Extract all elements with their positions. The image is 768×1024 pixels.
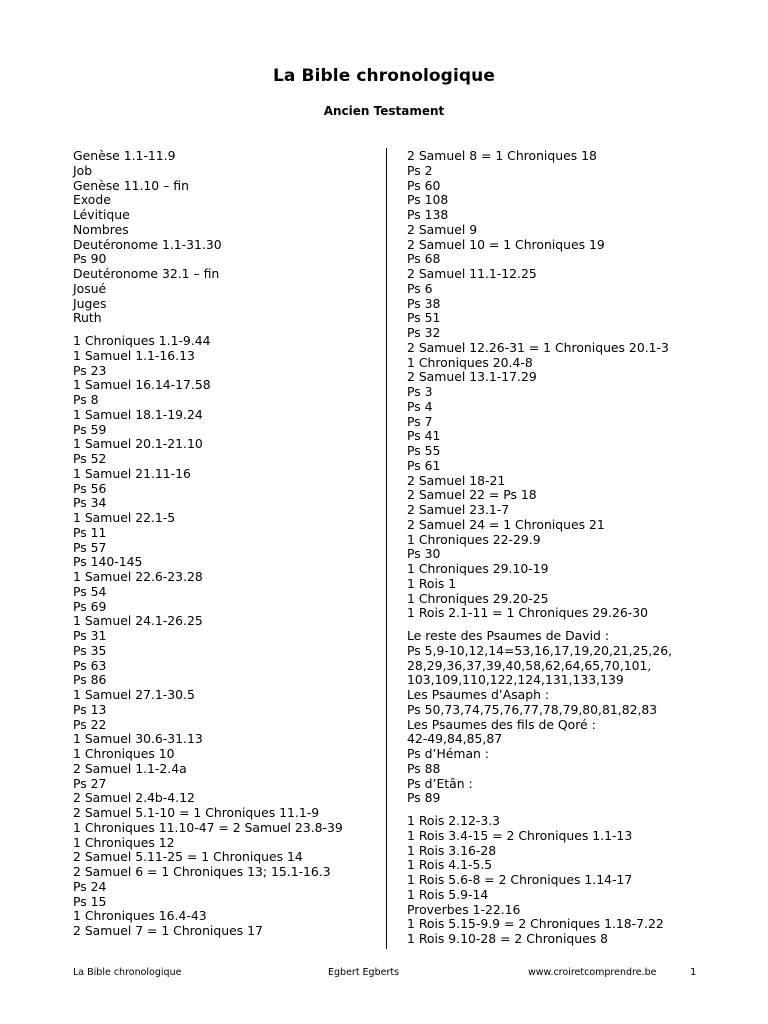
reading-entry: 1 Rois 2.1-11 = 1 Chroniques 29.26-30	[407, 605, 648, 621]
reading-entry: 1 Rois 4.1-5.5	[407, 857, 493, 873]
reading-entry: Ps 24	[73, 878, 107, 894]
reading-entry: 1 Samuel 18.1-19.24	[73, 406, 203, 422]
reading-entry: 1 Samuel 1.1-16.13	[73, 347, 195, 363]
reading-entry: Ps d’Etân :	[407, 775, 473, 791]
reading-entry: Ps 55	[407, 443, 441, 458]
reading-entry: Ps 89	[407, 790, 441, 806]
page-subtitle: Ancien Testament	[323, 104, 445, 118]
reading-entry: Job	[73, 162, 93, 178]
reading-entry: Ps 140-145	[73, 554, 143, 570]
reading-entry: 1 Samuel 16.14-17.58	[73, 377, 211, 393]
reading-entry: Le reste des Psaumes de David :	[407, 628, 610, 643]
reading-entry: Ps 50,73,74,75,76,77,78,79,80,81,82,83	[407, 701, 658, 717]
reading-entry: Ruth	[73, 310, 102, 326]
reading-entry: Lévitique	[73, 207, 130, 222]
footer-author: Egbert Egberts	[328, 967, 400, 978]
reading-entry: Genèse 11.10 – fin	[73, 177, 189, 193]
reading-entry: Ps 61	[407, 457, 441, 473]
reading-entry: Ps 31	[73, 628, 107, 643]
reading-entry: Ps 27	[73, 775, 107, 791]
reading-entry: 1 Rois 2.12-3.3	[407, 813, 501, 828]
reading-entry: Ps 2	[407, 162, 433, 178]
reading-entry: 1 Chroniques 16.4-43	[73, 908, 207, 924]
reading-entry: Ps 56	[73, 480, 107, 496]
reading-entry: 1 Samuel 22.6-23.28	[73, 569, 203, 584]
reading-entry: Ps 52	[73, 451, 107, 466]
reading-entry: Ps 15	[73, 893, 107, 909]
reading-entry: Ps 30	[407, 546, 441, 562]
reading-entry: Les Psaumes d’Asaph :	[407, 687, 550, 702]
reading-entry: 1 Samuel 20.1-21.10	[73, 436, 203, 452]
reading-entry: Juges	[73, 295, 107, 311]
reading-entry: 1 Rois 1	[407, 575, 457, 591]
reading-entry: 1 Chroniques 12	[73, 834, 175, 850]
reading-entry: Nombres	[73, 221, 129, 237]
reading-entry: 1 Rois 9.10-28 = 2 Chroniques 8	[407, 931, 609, 946]
footer-website: www.croiretcomprendre.be	[528, 967, 657, 978]
reading-entry: Ps 34	[73, 495, 107, 511]
reading-entry: 1 Samuel 30.6-31.13	[73, 731, 203, 747]
reading-entry: Ps 60	[407, 177, 441, 193]
reading-entry: Ps 86	[73, 672, 107, 688]
reading-entry: 1 Samuel 27.1-30.5	[73, 687, 195, 702]
reading-entry: 1 Chroniques 29.20-25	[407, 590, 549, 606]
reading-entry: Ps 35	[73, 642, 107, 658]
reading-entry: Ps 108	[407, 192, 449, 208]
reading-entry: Ps 41	[407, 428, 441, 444]
reading-entry: 2 Samuel 7 = 1 Chroniques 17	[73, 923, 263, 938]
reading-entry: Ps 23	[73, 362, 107, 378]
reading-entry: 2 Samuel 1.1-2.4a	[73, 760, 187, 776]
reading-entry: Ps 3	[407, 384, 433, 399]
reading-entry: Ps 7	[407, 413, 433, 429]
reading-entry: Ps 22	[73, 716, 107, 732]
reading-entry: Ps 69	[73, 598, 107, 614]
reading-entry: Ps 4	[407, 398, 433, 414]
reading-entry: 1 Chroniques 1.1-9.44	[73, 333, 211, 348]
reading-entry: 1 Chroniques 22-29.9	[407, 531, 541, 547]
reading-entry: Ps 90	[73, 251, 107, 267]
reading-entry: Ps 8	[73, 392, 99, 407]
left-column	[73, 149, 343, 947]
reading-entry: 2 Samuel 12.26-31 = 1 Chroniques 20.1-3	[407, 339, 669, 355]
reading-entry: 2 Samuel 8 = 1 Chroniques 18	[407, 148, 597, 163]
reading-group	[407, 149, 672, 621]
reading-entry: Ps 59	[73, 421, 107, 437]
reading-entry: 1 Chroniques 10	[73, 746, 175, 761]
reading-entry: 2 Samuel 22 = Ps 18	[407, 487, 537, 503]
reading-entry: Deutéronome 32.1 – fin	[73, 266, 220, 281]
reading-entry: Deutéronome 1.1-31.30	[73, 236, 222, 252]
reading-entry: Les Psaumes des fils de Qoré :	[407, 716, 596, 732]
reading-entry: Ps 138	[407, 207, 449, 222]
reading-entry: Ps 38	[407, 295, 441, 311]
reading-group	[73, 149, 343, 326]
reading-entry: Ps 54	[73, 583, 107, 599]
reading-entry: Ps 51	[407, 310, 441, 326]
reading-group	[407, 814, 672, 947]
reading-entry: Genèse 1.1-11.9	[73, 148, 176, 163]
reading-entry: 2 Samuel 18-21	[407, 472, 506, 488]
reading-entry: 2 Samuel 23.1-7	[407, 502, 510, 517]
reading-entry: 1 Rois 3.4-15 = 2 Chroniques 1.1-13	[407, 827, 633, 843]
reading-entry: 1 Rois 5.9-14	[407, 886, 489, 902]
reading-entry: 1 Chroniques 29.10-19	[407, 561, 549, 576]
reading-entry: 2 Samuel 5.1-10 = 1 Chroniques 11.1-9	[73, 805, 320, 820]
reading-entry: 2 Samuel 11.1-12.25	[407, 266, 537, 281]
reading-entry: Ps 57	[73, 539, 107, 555]
reading-entry: Ps 11	[73, 524, 107, 540]
reading-entry: 2 Samuel 10 = 1 Chroniques 19	[407, 236, 605, 252]
reading-entry: Josué	[73, 280, 107, 296]
reading-entry: 2 Samuel 13.1-17.29	[407, 369, 537, 385]
reading-entry: Ps 6	[407, 280, 433, 296]
footer-title: La Bible chronologique	[73, 967, 182, 978]
reading-entry: Ps 5,9-10,12,14=53,16,17,19,20,21,25,26,	[407, 642, 673, 658]
reading-entry: Ps 63	[73, 657, 107, 673]
reading-entry: Ps 68	[407, 251, 441, 267]
reading-entry: 1 Rois 5.6-8 = 2 Chroniques 1.14-17	[407, 872, 633, 887]
reading-entry: 2 Samuel 2.4b-4.12	[73, 790, 195, 806]
reading-entry: 1 Rois 3.16-28	[407, 842, 497, 858]
reading-entry: 28,29,36,37,39,40,58,62,64,65,70,101,	[407, 657, 652, 673]
reading-entry: 1 Chroniques 20.4-8	[407, 354, 533, 370]
page-title: La Bible chronologique	[273, 66, 495, 86]
reading-group	[407, 629, 672, 806]
reading-entry: 42-49,84,85,87	[407, 731, 503, 747]
reading-entry: 2 Samuel 5.11-25 = 1 Chroniques 14	[73, 849, 303, 865]
reading-entry: Ps 13	[73, 701, 107, 717]
reading-entry: Exode	[73, 192, 111, 208]
reading-entry: Ps 88	[407, 760, 441, 776]
reading-entry: Proverbes 1-22.16	[407, 901, 521, 917]
page-number: 1	[690, 967, 697, 978]
column-divider	[386, 148, 387, 949]
reading-entry: 103,109,110,122,124,131,133,139	[407, 672, 624, 688]
reading-entry: 1 Samuel 24.1-26.25	[73, 613, 203, 629]
right-column	[407, 149, 672, 955]
reading-entry: 2 Samuel 6 = 1 Chroniques 13; 15.1-16.3	[73, 864, 331, 879]
reading-entry: 1 Samuel 22.1-5	[73, 510, 176, 525]
reading-entry: Ps d’Héman :	[407, 746, 490, 761]
reading-entry: Ps 32	[407, 325, 441, 340]
reading-entry: 2 Samuel 24 = 1 Chroniques 21	[407, 516, 605, 532]
reading-entry: 2 Samuel 9	[407, 221, 478, 237]
reading-entry: 1 Samuel 21.11-16	[73, 465, 191, 481]
reading-group	[73, 334, 343, 939]
reading-entry: 1 Rois 5.15-9.9 = 2 Chroniques 1.18-7.22	[407, 916, 664, 932]
reading-entry: 1 Chroniques 11.10-47 = 2 Samuel 23.8-39	[73, 819, 343, 835]
